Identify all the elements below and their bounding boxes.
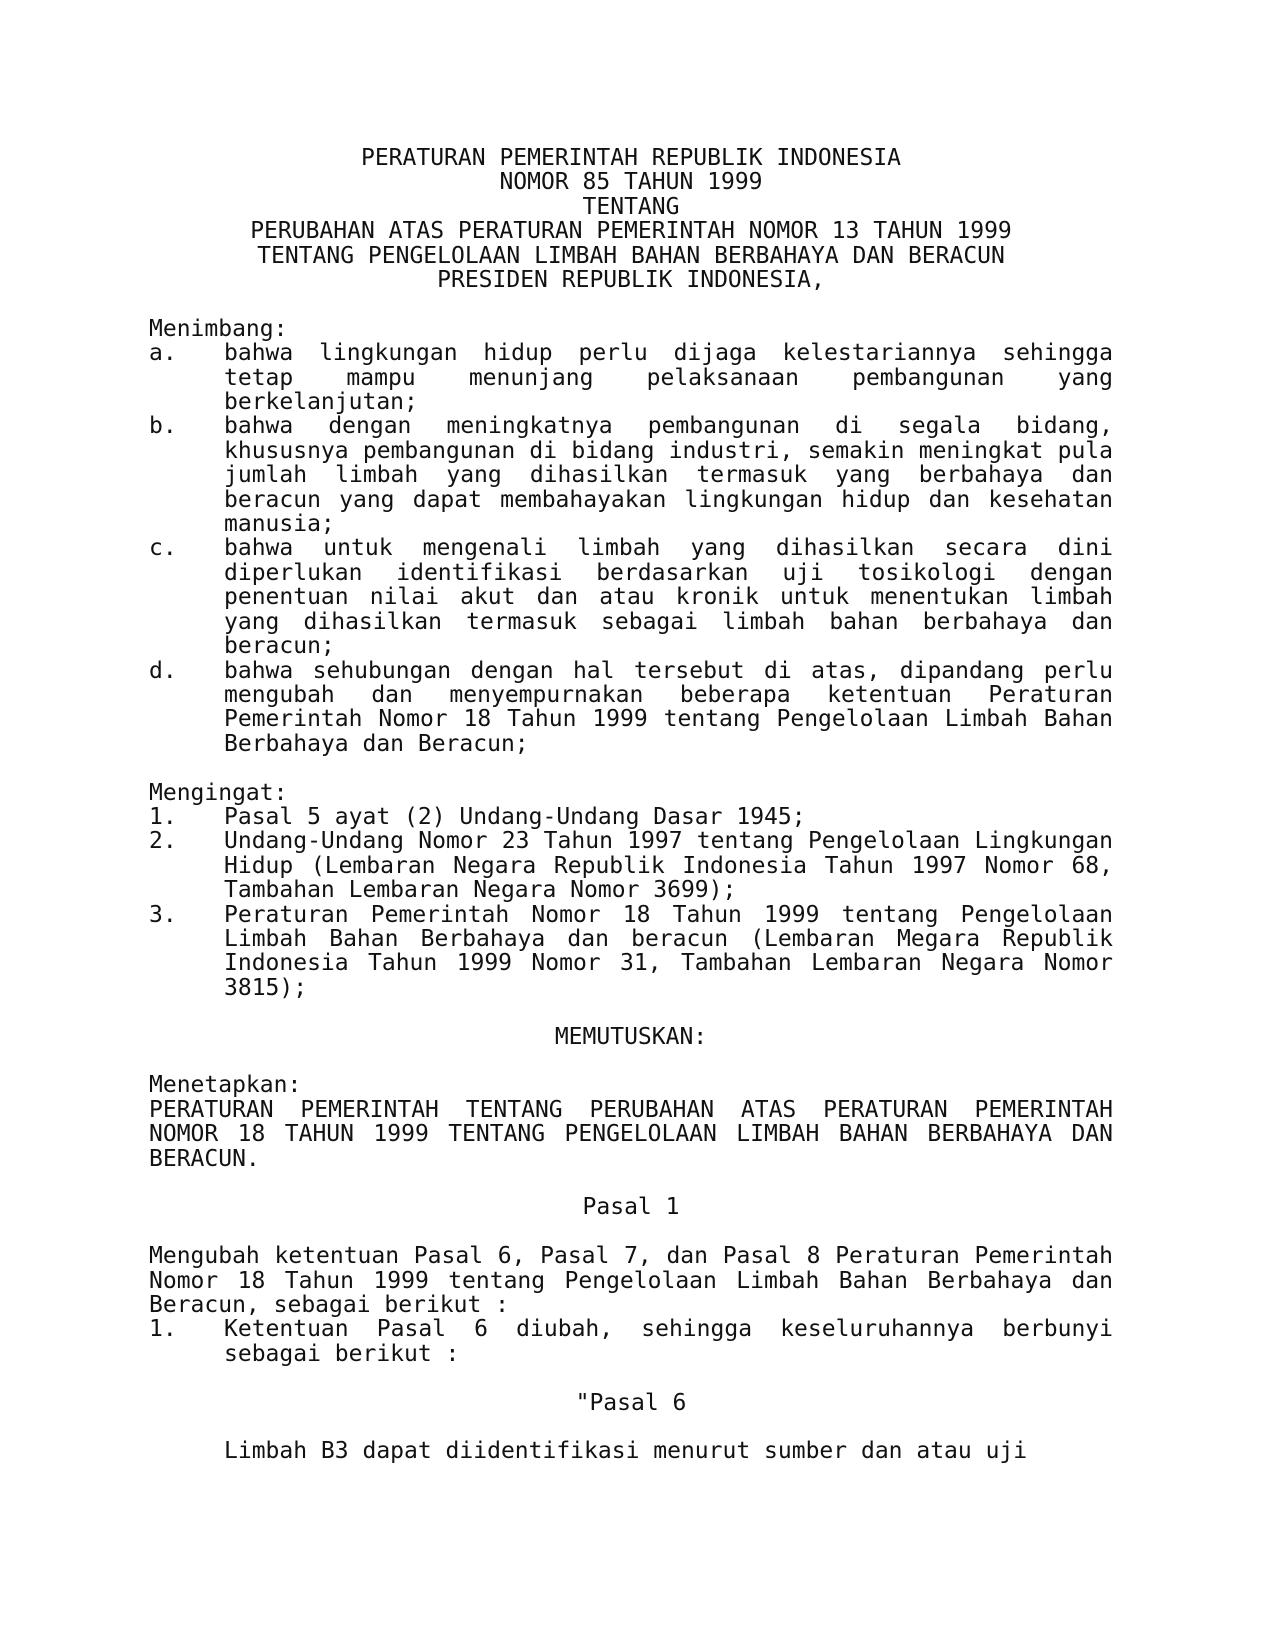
pasal-6-text: Limbah B3 dapat diidentifikasi menurut sumber dan atau uji bbox=[224, 1438, 1028, 1465]
menimbang-label: Menimbang: bbox=[149, 315, 288, 342]
mengingat-label: Mengingat: bbox=[149, 779, 288, 806]
menetapkan-label: Menetapkan: bbox=[149, 1072, 302, 1099]
menimbang-item bbox=[149, 414, 1113, 536]
item-text: Ketentuan Pasal 6 diubah, sehingga keseluruhannya berbunyi sebagai berikut : bbox=[224, 1316, 1113, 1367]
item-text: Undang-Undang Nomor 23 Tahun 1997 tentang Pengelolaan Lingkungan Hidup (Lembaran Negara Republik Indonesia Tahun 1997 Nomor 68, Tambahan Lembaran Negara Nomor 3699); bbox=[224, 828, 1113, 904]
header-line-4: PERUBAHAN ATAS PERATURAN PEMERINTAH NOMOR 13 TAHUN 1999 bbox=[250, 218, 1012, 245]
item-marker: 1. bbox=[149, 1316, 177, 1343]
item-text: bahwa dengan meningkatnya pembangunan di segala bidang, khususnya pembangunan di bidang industri, semakin meningkat pula jumlah limbah yang dihasilkan termasuk yang berbahaya dan beracun yang dapat membahayakan lingkungan hidup dan kesehatan manusia; bbox=[224, 413, 1113, 538]
pasal-6-heading: "Pasal 6 bbox=[575, 1389, 687, 1416]
menetapkan-section bbox=[149, 1073, 1113, 1171]
item-text: Peraturan Pemerintah Nomor 18 Tahun 1999 tentang Pengelolaan Limbah Bahan Berbahaya dan beracun (Lembaran Megara Republik Indonesia Tahun 1999 Nomor 31, Tambahan Lembaran Negara Nomor 3815); bbox=[224, 901, 1113, 1001]
menimbang-section bbox=[149, 317, 1113, 756]
menimbang-item bbox=[149, 536, 1113, 658]
document-page bbox=[149, 146, 1113, 1464]
menimbang-item bbox=[149, 659, 1113, 757]
item-marker: c. bbox=[149, 535, 177, 562]
item-text: bahwa lingkungan hidup perlu dijaga kelestariannya sehingga tetap mampu menunjang pelaksanaan pembangunan yang berkelanjutan; bbox=[224, 340, 1113, 416]
pasal-1-body bbox=[149, 1244, 1113, 1366]
mengingat-item bbox=[149, 829, 1113, 902]
header-line-2: NOMOR 85 TAHUN 1999 bbox=[499, 169, 763, 196]
pasal-1-heading: Pasal 1 bbox=[582, 1194, 680, 1221]
item-marker: a. bbox=[149, 340, 177, 367]
document-header bbox=[149, 146, 1113, 292]
mengingat-item bbox=[149, 805, 1113, 829]
pasal-1-item bbox=[149, 1317, 1113, 1366]
memutuskan-heading: MEMUTUSKAN: bbox=[554, 1023, 708, 1050]
menimbang-item bbox=[149, 341, 1113, 414]
item-marker: b. bbox=[149, 413, 177, 440]
item-marker: 2. bbox=[149, 828, 177, 855]
header-line-1: PERATURAN PEMERINTAH REPUBLIK INDONESIA bbox=[360, 145, 902, 171]
header-line-5: TENTANG PENGELOLAAN LIMBAH BAHAN BERBAHAYA DAN BERACUN bbox=[257, 242, 1005, 269]
item-marker: 3. bbox=[149, 901, 177, 928]
mengingat-item bbox=[149, 903, 1113, 1001]
item-marker: d. bbox=[149, 657, 177, 684]
item-marker: 1. bbox=[149, 803, 177, 830]
item-text: bahwa sehubungan dengan hal tersebut di atas, dipandang perlu mengubah dan menyempurnakan beberapa ketentuan Peraturan Pemerintah Nomor 18 Tahun 1999 tentang Pengelolaan Limbah Bahan Berbahaya dan Beracun; bbox=[224, 657, 1113, 757]
mengingat-section bbox=[149, 781, 1113, 1001]
item-text: bahwa untuk mengenali limbah yang dihasilkan secara dini diperlukan identifikasi berdasarkan uji tosikologi dengan penentuan nilai akut dan atau kronik untuk menentukan limbah yang dihasilkan termasuk sebagai limbah bahan berbahaya dan beracun; bbox=[224, 535, 1113, 660]
pasal-1-intro: Mengubah ketentuan Pasal 6, Pasal 7, dan Pasal 8 Peraturan Pemerintah Nomor 18 Tahun 1999 tentang Pengelolaan Limbah Bahan Berbahaya dan Beracun, sebagai berikut : bbox=[149, 1243, 1113, 1318]
item-text: Pasal 5 ayat (2) Undang-Undang Dasar 1945; bbox=[224, 803, 806, 830]
header-line-6: PRESIDEN REPUBLIK INDONESIA, bbox=[437, 267, 825, 294]
menetapkan-text: PERATURAN PEMERINTAH TENTANG PERUBAHAN ATAS PERATURAN PEMERINTAH NOMOR 18 TAHUN 1999 TENTANG PENGELOLAAN LIMBAH BAHAN BERBAHAYA DAN BERACUN. bbox=[149, 1096, 1113, 1172]
header-line-3: TENTANG bbox=[582, 193, 680, 220]
